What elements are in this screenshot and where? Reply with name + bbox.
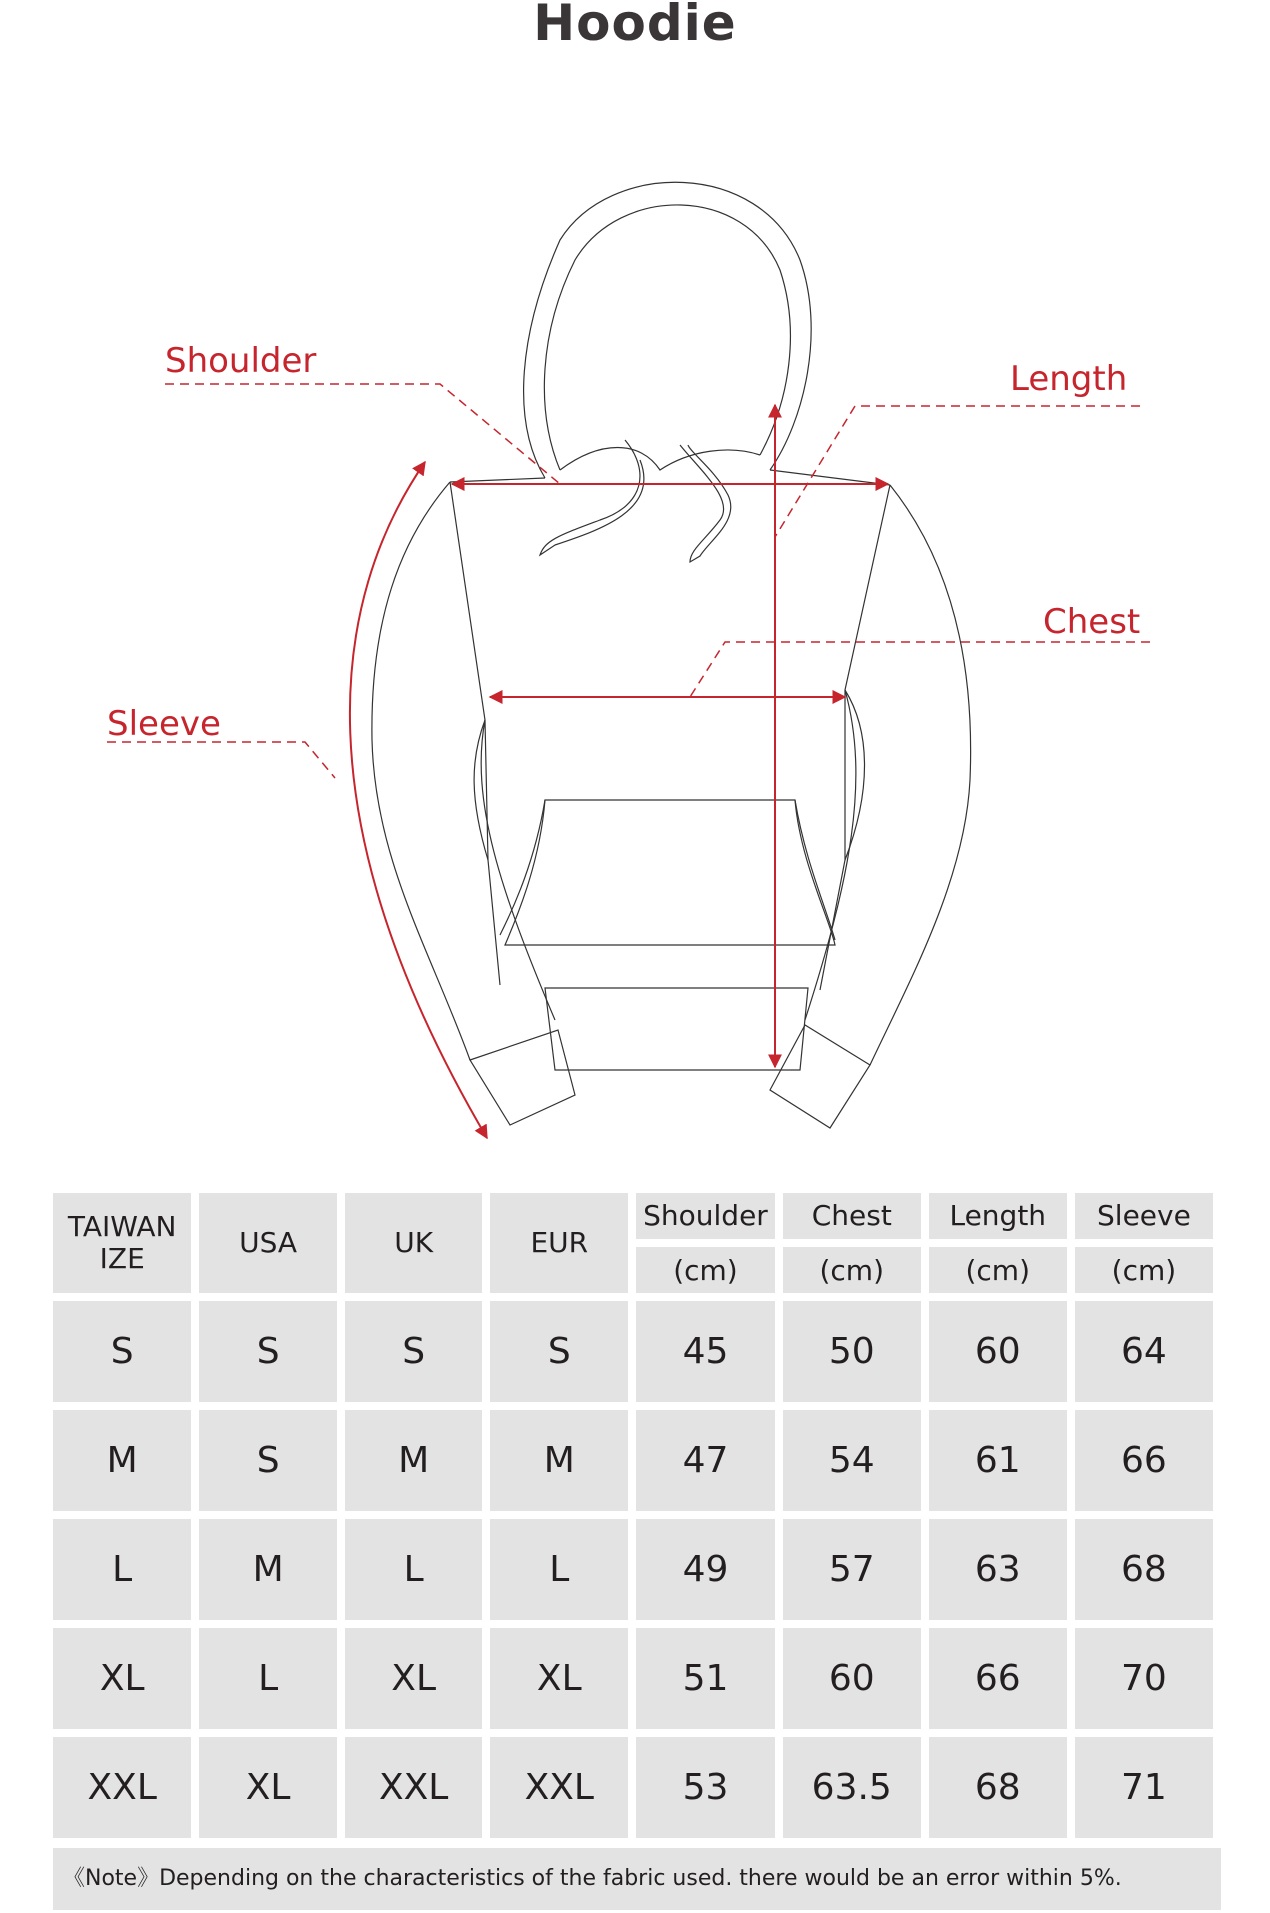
table-cell: 49 <box>636 1519 775 1620</box>
header-uk: UK <box>345 1193 483 1293</box>
table-cell: 54 <box>783 1410 921 1511</box>
size-table <box>53 1193 1221 1846</box>
table-cell: XL <box>490 1628 628 1729</box>
table-cell: M <box>53 1410 191 1511</box>
table-cell: 63 <box>929 1519 1067 1620</box>
table-cell: 68 <box>929 1737 1067 1838</box>
header-chest: Chest <box>783 1193 921 1239</box>
header-sleeve: Sleeve <box>1075 1193 1213 1239</box>
hoodie-diagram <box>0 90 1270 1150</box>
table-cell: 66 <box>1075 1410 1213 1511</box>
table-cell: M <box>199 1519 336 1620</box>
hoodie-outline <box>372 182 971 1128</box>
table-cell: S <box>345 1301 483 1402</box>
header-usa: USA <box>199 1193 336 1293</box>
table-cell: 66 <box>929 1628 1067 1729</box>
table-cell: L <box>345 1519 483 1620</box>
table-cell: L <box>53 1519 191 1620</box>
unit-shoulder: (cm) <box>636 1247 775 1293</box>
shoulder-label: Shoulder <box>165 341 317 381</box>
leader-lines <box>107 384 1150 778</box>
table-cell: 60 <box>929 1301 1067 1402</box>
table-cell: 45 <box>636 1301 775 1402</box>
table-cell: XL <box>53 1628 191 1729</box>
table-cell: 53 <box>636 1737 775 1838</box>
table-row <box>53 1519 1213 1620</box>
table-row <box>53 1737 1213 1838</box>
table-row <box>53 1301 1213 1402</box>
table-cell: 63.5 <box>783 1737 921 1838</box>
table-cell: M <box>345 1410 483 1511</box>
table-cell: S <box>490 1301 628 1402</box>
length-label: Length <box>1010 359 1128 399</box>
measurement-lines <box>350 405 888 1138</box>
table-cell: 60 <box>783 1628 921 1729</box>
table-cell: 64 <box>1075 1301 1213 1402</box>
header-taiwan-size: TAIWAN IZE <box>53 1193 191 1293</box>
header-shoulder: Shoulder <box>636 1193 775 1239</box>
table-cell: L <box>490 1519 628 1620</box>
table-cell: L <box>199 1628 336 1729</box>
page-title: Hoodie <box>533 0 737 52</box>
chest-label: Chest <box>1043 602 1141 642</box>
table-cell: 61 <box>929 1410 1067 1511</box>
table-cell: 68 <box>1075 1519 1213 1620</box>
header-length: Length <box>929 1193 1067 1239</box>
table-cell: 70 <box>1075 1628 1213 1729</box>
table-row <box>53 1628 1213 1729</box>
table-cell: 47 <box>636 1410 775 1511</box>
table-cell: M <box>490 1410 628 1511</box>
header-eur: EUR <box>490 1193 628 1293</box>
table-cell: 51 <box>636 1628 775 1729</box>
table-cell: XL <box>345 1628 483 1729</box>
unit-sleeve: (cm) <box>1075 1247 1213 1293</box>
table-row <box>53 1410 1213 1511</box>
table-header-row <box>53 1193 1213 1239</box>
footnote: 《Note》Depending on the characteristics of the fabric used. there would be an error within 5%. <box>53 1848 1221 1910</box>
unit-length: (cm) <box>929 1247 1067 1293</box>
table-cell: 71 <box>1075 1737 1213 1838</box>
table-cell: 57 <box>783 1519 921 1620</box>
sleeve-label: Sleeve <box>107 704 221 744</box>
table-cell: S <box>199 1410 336 1511</box>
sleeve-arrow <box>350 462 487 1138</box>
table-cell: XL <box>199 1737 336 1838</box>
table-cell: S <box>53 1301 191 1402</box>
table-cell: 50 <box>783 1301 921 1402</box>
table-cell: S <box>199 1301 336 1402</box>
table-cell: XXL <box>53 1737 191 1838</box>
table-cell: XXL <box>345 1737 483 1838</box>
table-cell: XXL <box>490 1737 628 1838</box>
unit-chest: (cm) <box>783 1247 921 1293</box>
